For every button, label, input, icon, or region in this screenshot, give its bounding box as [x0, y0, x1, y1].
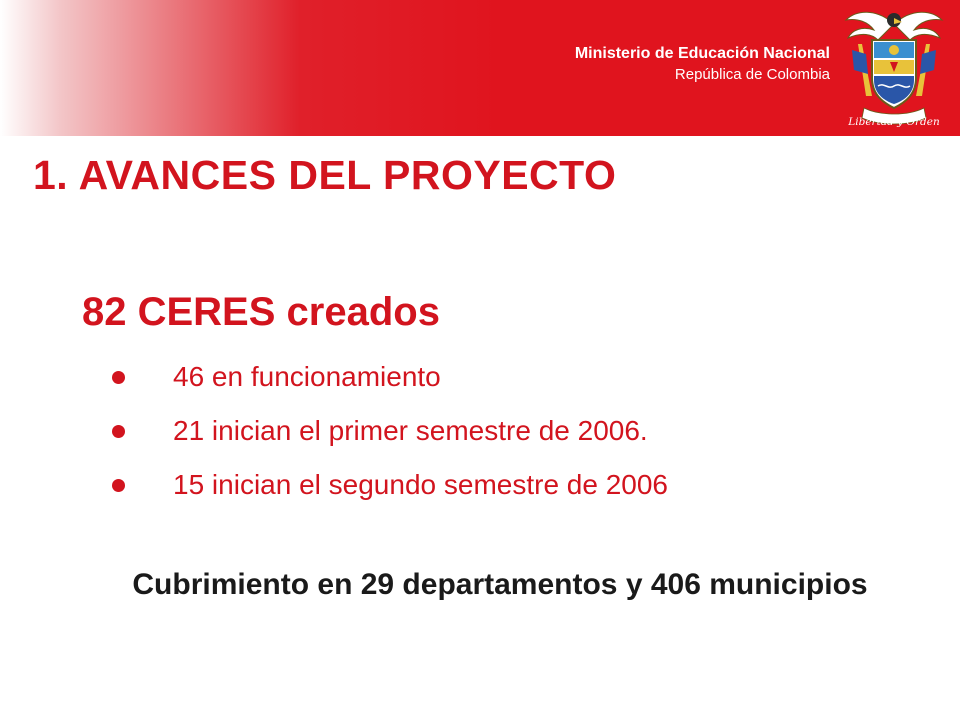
bullet-text: 46 en funcionamiento [173, 361, 441, 392]
bullet-text: 21 inician el primer semestre de 2006. [173, 415, 648, 446]
bullet-text: 15 inician el segundo semestre de 2006 [173, 469, 669, 500]
republic-name: República de Colombia [674, 66, 830, 83]
bullet-dot-icon [112, 425, 125, 438]
bullet-dot-icon [112, 479, 125, 492]
list-item [108, 350, 668, 404]
svg-text:Libertad y Orden: Libertad y Orden [848, 116, 940, 128]
slide-subtitle: 82 CERES creados [82, 290, 440, 334]
section-title: 1. AVANCES DEL PROYECTO [33, 152, 617, 198]
ministry-block [575, 44, 830, 86]
list-item [108, 404, 668, 458]
colombia-coat-of-arms-icon [836, 4, 952, 132]
bullet-list [108, 350, 668, 512]
bullet-dot-icon [112, 371, 125, 384]
list-item [108, 458, 668, 512]
header-band [0, 0, 960, 136]
coverage-note: Cubrimiento en 29 departamentos y 406 municipios [132, 568, 868, 601]
ministry-name: Ministerio de Educación Nacional [574, 45, 830, 62]
